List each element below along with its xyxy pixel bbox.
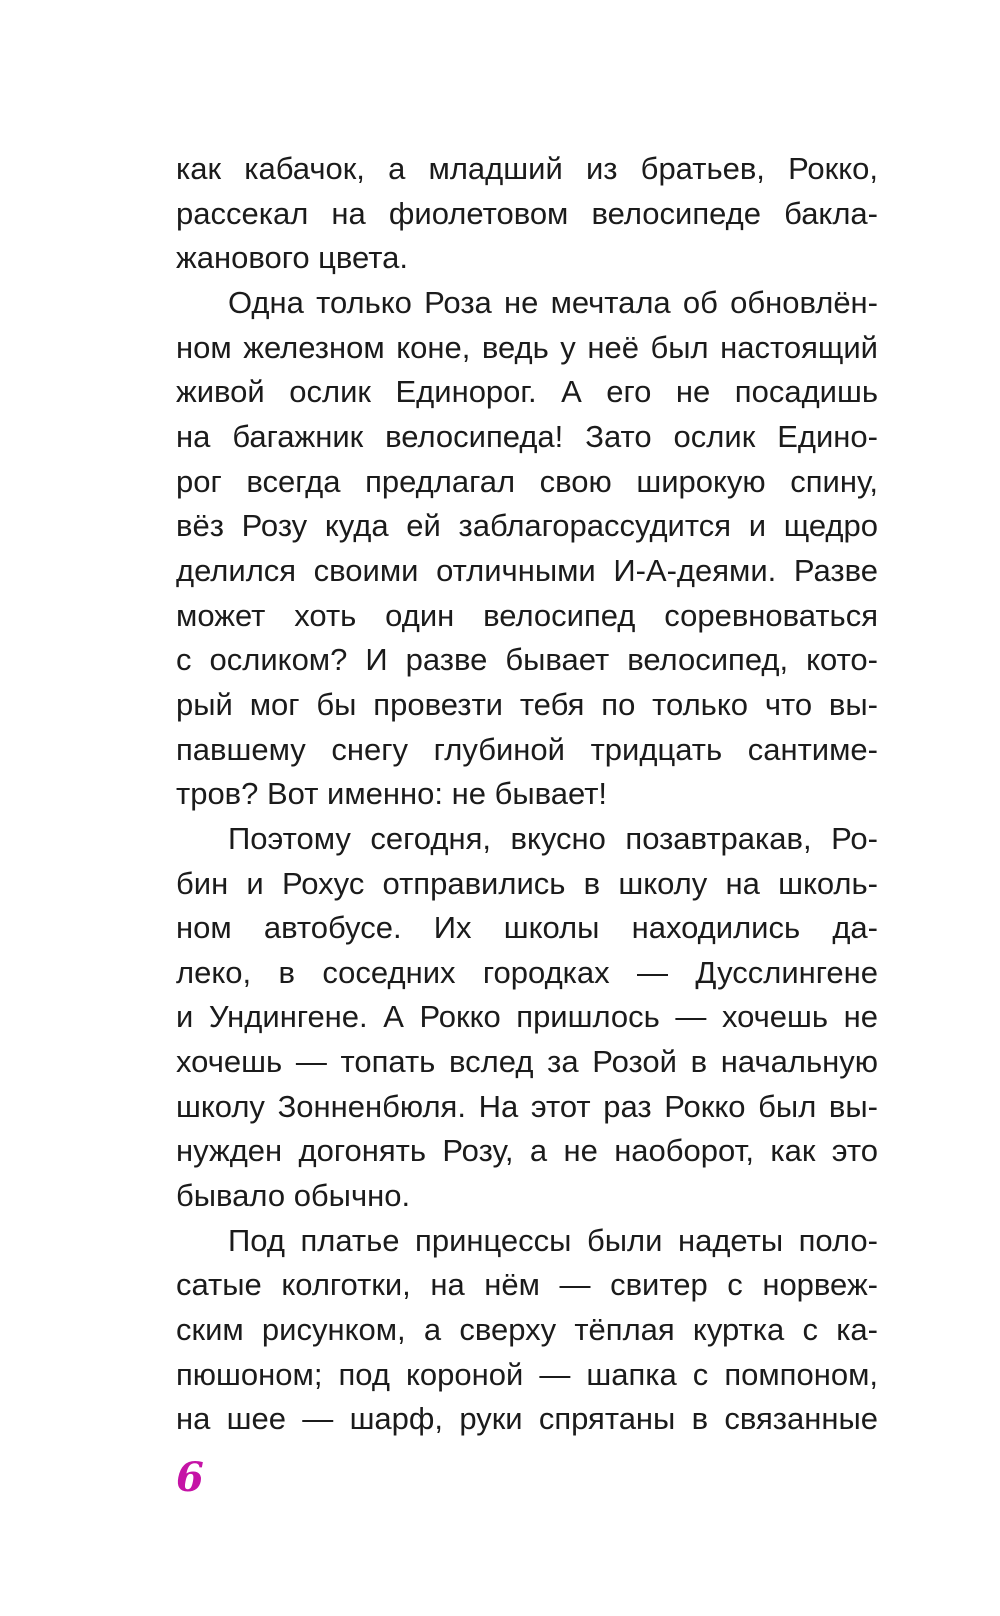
text-line: на шее — шарф, руки спрятаны в связанные <box>176 1401 878 1437</box>
text-line: бин и Рохус отправились в школу на школь- <box>176 865 878 901</box>
text-line: может хоть один велосипед соревноваться <box>176 597 878 633</box>
text-line: рог всегда предлагал свою широкую спину, <box>176 463 878 499</box>
text-line: тров? Вот именно: не бывает! <box>176 776 608 812</box>
text-line: жанового цвета. <box>176 240 408 276</box>
text-line: ном железном коне, ведь у неё был настоящий <box>176 329 878 365</box>
text-line: бывало обычно. <box>176 1178 411 1214</box>
text-line: Одна только Роза не мечтала об обновлён- <box>228 284 878 320</box>
text-line: делился своими отличными И-А-деями. Разве <box>176 552 878 588</box>
text-line: ном автобусе. Их школы находились да- <box>176 910 878 946</box>
text-line: вёз Розу куда ей заблагорассудится и щедро <box>176 508 878 544</box>
text-line: леко, в соседних городках — Дусслингене <box>176 954 878 990</box>
text-line: хочешь — топать вслед за Розой в начальную <box>176 1044 878 1080</box>
text-line: рый мог бы провезти тебя по только что вы- <box>176 686 878 722</box>
text-line: с осликом? И разве бывает велосипед, кото- <box>176 642 878 678</box>
text-line: сатые колготки, на нём — свитер с норвеж- <box>176 1267 878 1303</box>
text-line: павшему снегу глубиной тридцать сантиме- <box>176 731 878 767</box>
text-line: и Ундингене. А Рокко пришлось — хочешь не <box>176 999 878 1035</box>
text-line: на багажник велосипеда! Зато ослик Едино- <box>176 418 878 454</box>
text-line: как кабачок, а младший из братьев, Рокко, <box>176 151 878 186</box>
text-line: нужден догонять Розу, а не наоборот, как это <box>176 1133 878 1169</box>
text-line: рассекал на фиолетовом велосипеде бакла- <box>176 195 878 231</box>
page-number: 6 <box>176 1454 204 1501</box>
text-line: школу Зонненбюля. На этот раз Рокко был вы- <box>176 1088 878 1124</box>
text-line: пюшоном; под короной — шапка с помпоном, <box>176 1356 878 1392</box>
text-line: Под платье принцессы были надеты поло- <box>228 1222 878 1258</box>
body-text <box>176 147 878 1442</box>
text-line: ским рисунком, а сверху тёплая куртка с ка- <box>176 1312 878 1348</box>
text-line: живой ослик Единорог. А его не посадишь <box>176 374 878 410</box>
text-line: Поэтому сегодня, вкусно позавтракав, Ро- <box>228 820 878 856</box>
